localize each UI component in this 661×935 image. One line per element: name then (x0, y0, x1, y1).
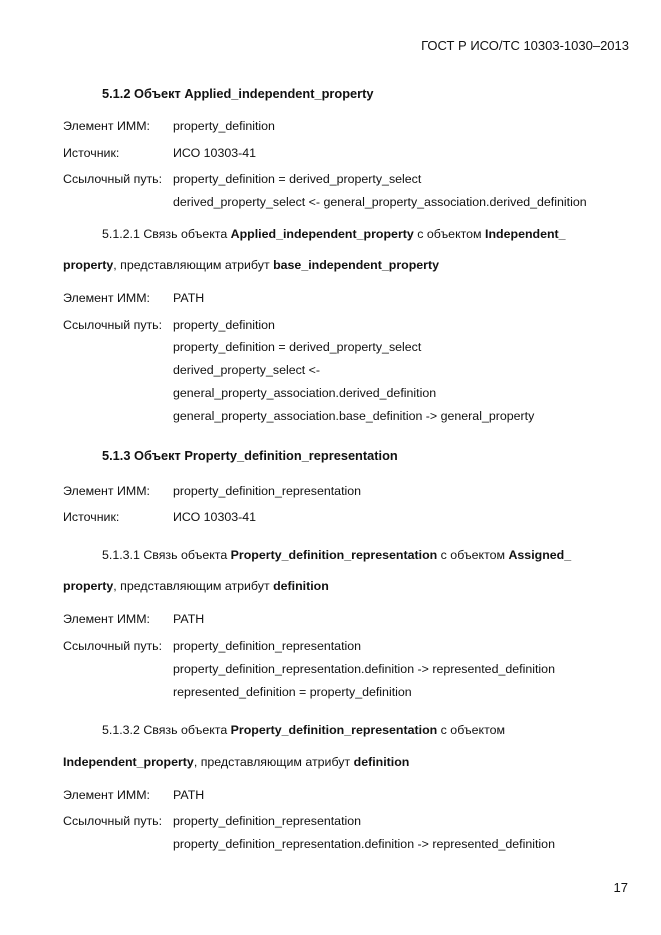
entity-name: Independent_property (63, 755, 194, 769)
heading-text: с объектом (437, 548, 509, 562)
heading-text: 5.1.3.1 Связь объекта (102, 548, 231, 562)
ref-path-line: property_definition = derived_property_select (173, 340, 422, 354)
imm-value: PATH (173, 291, 205, 305)
entity-name: Assigned_ (508, 548, 572, 562)
attribute-name: base_independent_property (273, 258, 440, 272)
document-header: ГОСТ Р ИСО/ТС 10303-1030–2013 (421, 38, 629, 53)
ref-path-label: Ссылочный путь: (63, 639, 163, 653)
heading-text: с объектом (437, 723, 506, 737)
ref-path-line: general_property_association.base_definition -> general_property (173, 409, 535, 423)
section-title-5-1-2: 5.1.2 Объект Applied_independent_property (102, 86, 374, 101)
ref-path-line: property_definition_representation (173, 639, 362, 653)
source-value: ИСО 10303-41 (173, 146, 257, 160)
ref-path-line: represented_definition = property_definition (173, 685, 412, 699)
entity-name: property (63, 258, 114, 272)
subsection-heading-5-1-2-1 (102, 227, 566, 241)
ref-path-line: property_definition_representation.definition -> represented_definition (173, 662, 555, 676)
entity-name: Independent_ (485, 227, 566, 241)
ref-path-line: general_property_association.derived_definition (173, 386, 437, 400)
heading-text: , представляющим атрибут (113, 258, 274, 272)
heading-text: , представляющим атрибут (113, 579, 274, 593)
ref-path-line: derived_property_select <- general_property_association.derived_definition (173, 195, 587, 209)
section-title-5-1-3: 5.1.3 Объект Property_definition_representation (102, 448, 398, 463)
ref-path-label: Ссылочный путь: (63, 172, 163, 186)
ref-path-label: Ссылочный путь: (63, 318, 163, 332)
imm-value: property_definition (173, 119, 275, 133)
source-value: ИСО 10303-41 (173, 510, 257, 524)
imm-value: property_definition_representation (173, 484, 362, 498)
imm-label: Элемент ИММ: (63, 119, 150, 133)
heading-text: , представляющим атрибут (193, 755, 354, 769)
entity-name: Applied_independent_property (230, 227, 414, 241)
subsection-heading-5-1-3-1 (102, 548, 571, 562)
imm-value: PATH (173, 612, 205, 626)
subsection-heading-cont (63, 258, 439, 272)
attribute-name: definition (353, 755, 410, 769)
imm-label: Элемент ИММ: (63, 484, 150, 498)
imm-label: Элемент ИММ: (63, 612, 150, 626)
entity-name: Property_definition_representation (230, 723, 438, 737)
subsection-heading-cont (63, 579, 329, 593)
ref-path-line: derived_property_select <- (173, 363, 321, 377)
subsection-heading-cont (63, 755, 409, 769)
heading-text: 5.1.3.2 Связь объекта (102, 723, 231, 737)
source-label: Источник: (63, 146, 120, 160)
entity-name: Property_definition_representation (230, 548, 438, 562)
attribute-name: definition (273, 579, 329, 593)
subsection-heading-5-1-3-2 (102, 723, 505, 737)
ref-path-line: property_definition = derived_property_select (173, 172, 422, 186)
ref-path-line: property_definition_representation.definition -> represented_definition (173, 837, 555, 851)
ref-path-label: Ссылочный путь: (63, 814, 163, 828)
source-label: Источник: (63, 510, 120, 524)
entity-name: property (63, 579, 114, 593)
heading-text: 5.1.2.1 Связь объекта (102, 227, 231, 241)
ref-path-line: property_definition (173, 318, 275, 332)
ref-path-line: property_definition_representation (173, 814, 362, 828)
heading-text: с объектом (413, 227, 486, 241)
imm-value: PATH (173, 788, 205, 802)
page-number: 17 (613, 880, 628, 895)
imm-label: Элемент ИММ: (63, 291, 150, 305)
imm-label: Элемент ИММ: (63, 788, 150, 802)
